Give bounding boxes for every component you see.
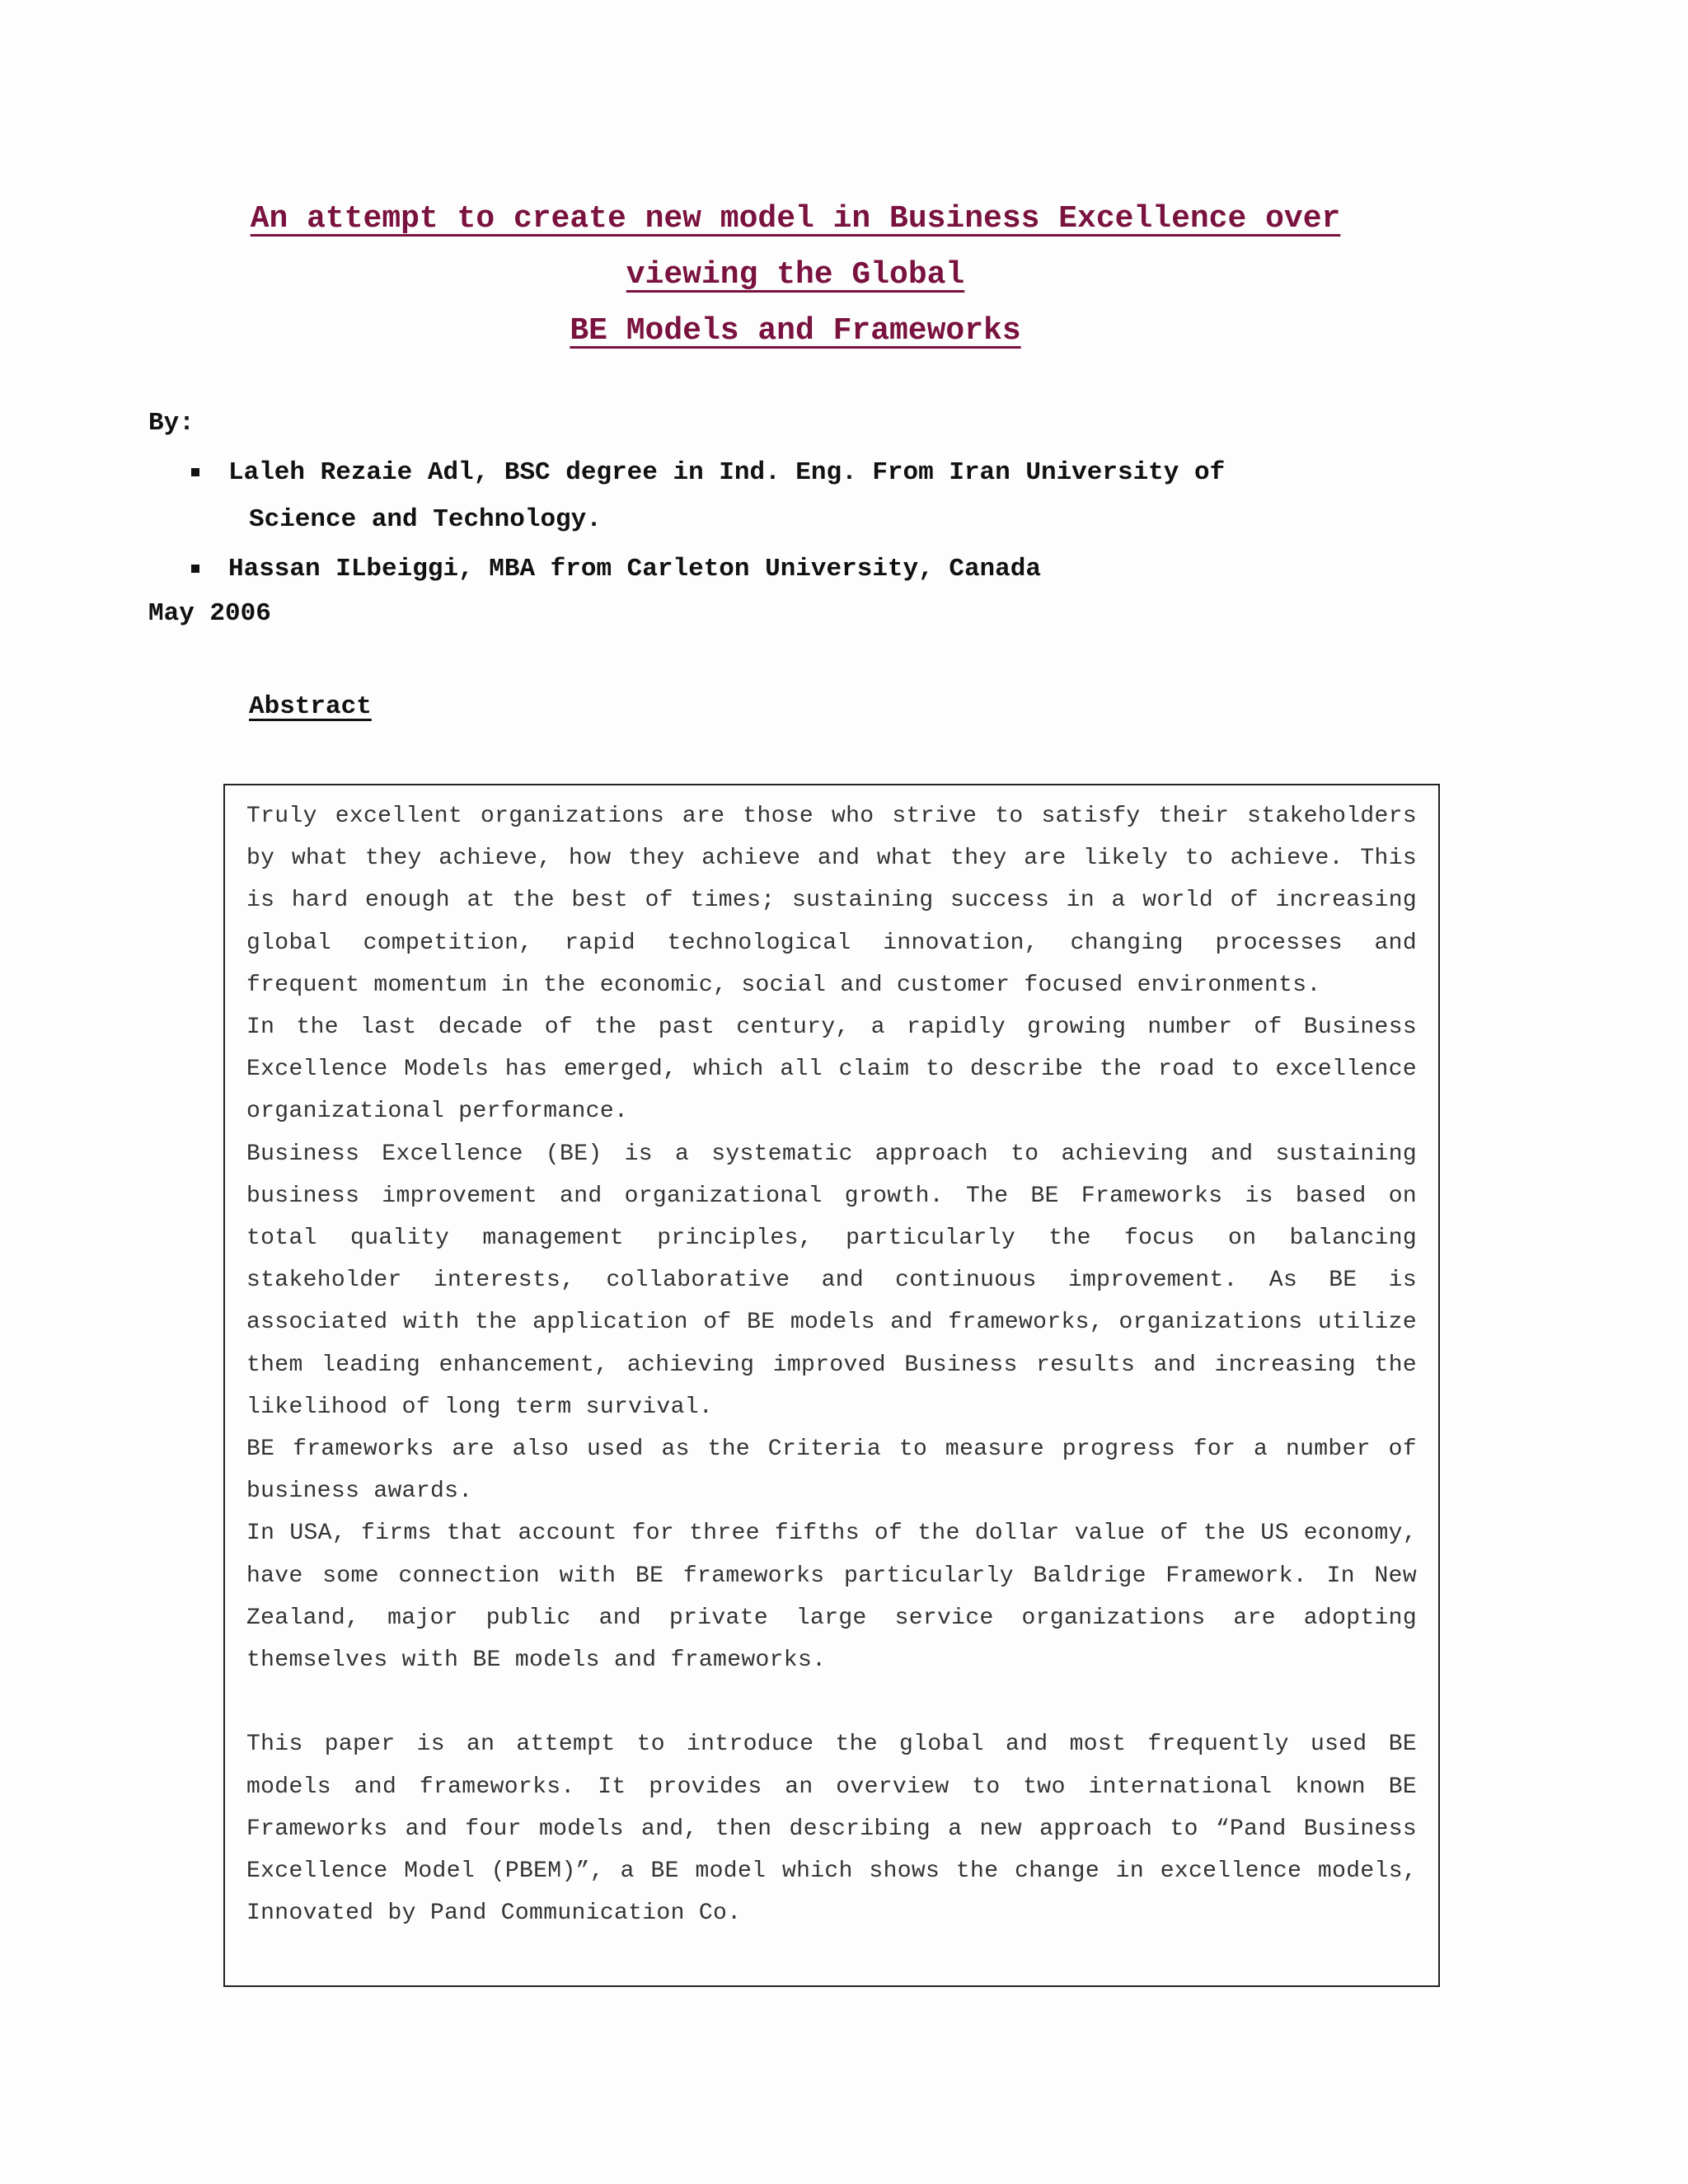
publication-date: May 2006 — [148, 599, 271, 628]
author-item — [0, 449, 1333, 543]
author-affiliation: Laleh Rezaie Adl, BSC degree in Ind. Eng. From Iran University of — [228, 458, 1226, 487]
square-bullet-icon — [191, 565, 199, 573]
title-line-1: An attempt to create new model in Business Excellence over — [250, 201, 1341, 237]
author-list — [0, 449, 1688, 595]
square-bullet-icon — [191, 468, 199, 476]
abstract-box — [223, 784, 1440, 1987]
abstract-paragraph: BE frameworks are also used as the Criteria to measure progress for a number of business awards. — [246, 1436, 1417, 1505]
abstract-paragraph: This paper is an attempt to introduce the global and most frequently used BE models and frameworks. It provides an overview to two international known BE Frameworks and four models and, then describing a new approach to “Pand Business Excellence Model (PBEM)”, a BE model which shows the change in excellence models, Innovated by Pand Communication Co. — [246, 1732, 1417, 1927]
title-line-3: BE Models and Frameworks — [570, 313, 1021, 349]
abstract-heading: Abstract — [249, 692, 372, 721]
author-affiliation: Hassan ILbeiggi, MBA from Carleton University, Canada — [228, 555, 1041, 583]
by-label: By: — [148, 409, 195, 438]
author-item — [0, 546, 1333, 593]
abstract-paragraph: Truly excellent organizations are those who strive to satisfy their stakeholders by what they achieve, how they achieve and what they are likely to achieve. This is hard enough at the best of times; sustaining success in a world of increasing global competition, rapid technological innovation, changing processes and frequent momentum in the economic, social and customer focused environments. — [246, 804, 1417, 998]
abstract-paragraph: In the last decade of the past century, a rapidly growing number of Business Excellence Models has emerged, which all claim to describe the road to excellence organizational performance. — [246, 1015, 1417, 1125]
author-affiliation-continued: Science and Technology. — [249, 505, 602, 534]
paper-title — [148, 191, 1442, 359]
title-line-2: viewing the Global — [626, 257, 965, 293]
abstract-paragraph: Business Excellence (BE) is a systematic approach to achieving and sustaining business improvement and organizational growth. The BE Frameworks is based on total quality management principles, particularly the focus on balancing stakeholder interests, collaborative and continuous improvement. As BE is associated with the application of BE models and frameworks, organizations utilize them leading enhancement, achieving improved Business results and increasing the likelihood of long term survival. — [246, 1141, 1417, 1420]
abstract-paragraph: In USA, firms that account for three fifths of the dollar value of the US economy, have some connection with BE frameworks particularly Baldrige Framework. In New Zealand, major public and private large service organizations are adopting themselves with BE models and frameworks. — [246, 1521, 1417, 1674]
